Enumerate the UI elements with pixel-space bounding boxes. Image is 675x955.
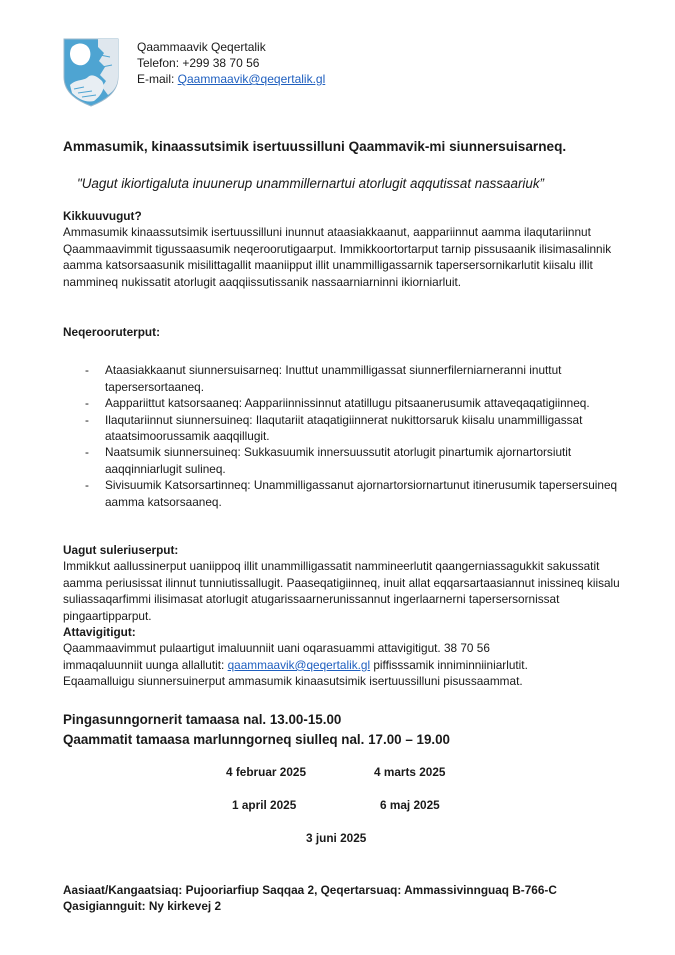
org-name: Qaammaavik Qeqertalik	[137, 40, 266, 54]
list-item: - Sivisuumik Katsorsartinneq: Unammilligassanut ajornartorsiornartunut itinerusumik tapersersuineq aamma katsorsaaneq.	[85, 478, 618, 509]
list-item: - Aappariittut katsorsaaneq: Aappariinnissinnut atatillugu pitsaanerusumik attaveqaqatigiinneq.	[85, 396, 590, 411]
list-item: - Ilaqutariinnut siunnersuineq: Ilaqutariit ataqatigiinnerat nukittorsaruk kiisalu unammilligassat ataatsimoorussamik aaqqillugit.	[85, 412, 583, 444]
date-item: 3 juni 2025	[306, 831, 367, 845]
address-line-2: Qasigiannguit: Ny kirkevej 2	[63, 899, 222, 914]
page-title: Ammasumik, kinaassutsimik isertuussilluni Qaammavik-mi siunnersuisarneq.	[63, 139, 567, 154]
list-item: - Naatsumik siunnersuineq: Sukkasuumik innersuussutit atorlugit pinartumik ajornartorsiutit aaqqinniarlugit sulineq.	[85, 445, 572, 476]
coat-of-arms-shield-icon	[62, 37, 120, 107]
contact-line-1: Qaammaavimmut pulaartigut imaluunniit uani oqarasuammi attavigitigut. 38 70 56	[63, 641, 490, 656]
hours-line-1: Pingasunngornerit tamaasa nal. 13.00-15.00	[63, 712, 342, 727]
contact-section	[63, 624, 623, 690]
address-line-1: Aasiaat/Kangaatsiaq: Pujooriarfiup Saqqaa 2, Qeqertarsuaq: Ammassivinnguaq B-766-C	[63, 883, 557, 897]
date-item: 4 februar 2025	[226, 765, 307, 779]
who-text: Ammasumik kinaassutsimik isertuussilluni inunnut ataasiakkaanut, aappariinnut aamma ilaqutariinnut Qaammaavimmit tigussaasumik neqeroorutigaarput. Immikkoortortarput tarnip pissusaanik ilisimasalinnik aamma katsorsaasunik misilittagallit maaniipput illit unammilligassarnik tapersersornikarlutit kiisalu illit nammineq nukissatit atorlugit aaqqiissutissanik nassaarniarninni ikiorniarluit.	[63, 225, 612, 289]
date-item: 1 april 2025	[232, 798, 297, 812]
who-section	[63, 208, 623, 290]
date-item: 4 marts 2025	[374, 765, 446, 779]
principles-section	[63, 542, 623, 624]
principles-heading: Uagut suleriuserput:	[63, 543, 179, 557]
contact-header	[137, 39, 325, 87]
phone-line: Telefon: +299 38 70 56	[137, 56, 260, 70]
offers-section	[63, 324, 623, 510]
contact-line-3: Eqaamalluigu siunnersuinerput ammasumik kinaasutsimik isertuussilluni pisussaammat.	[63, 674, 523, 689]
list-item: - Ataasiakkaanut siunnersuisarneq: Inuttut unammilligassat siunnerfilerniarneranni inuttut tapersersortaaneq.	[85, 363, 562, 394]
date-item: 6 maj 2025	[380, 798, 440, 812]
email-label: E-mail:	[137, 72, 178, 86]
principles-text: Immikkut aallussinerput uaniippoq illit unammilligassatit nammineerlutit qaangerniassagukkit sakussatit aamma periusissat ilinnut tunniutissallugit. Paaseqatigiinneq, inuit allat eqqarsartaasiannut inissineq kiisalu suliassaqarfimmi ilisimasat atorlugit atugarissaarnerunissannut ingerlaarnerni tapersersornissat pingaartipparput.	[63, 559, 620, 623]
header-email-link[interactable]: Qaammaavik@qeqertalik.gl	[177, 72, 326, 86]
hours-line-2: Qaammatit tamaasa marlunngorneq siulleq nal. 17.00 – 19.00	[63, 732, 451, 747]
contact-heading: Attavigitigut:	[63, 625, 136, 639]
slogan: "Uagut ikiortigaluta inuunerup unammillernartui atorlugit aqqutissat nassaariuk”	[77, 176, 544, 191]
offers-list	[63, 362, 623, 510]
addresses	[63, 882, 557, 915]
opening-hours	[63, 710, 450, 750]
offers-heading: Neqerooruterput:	[63, 325, 160, 339]
email-line	[137, 71, 325, 87]
contact-line-2: immaqaluunniit uunga allallutit: qaammaavik@qeqertalik.gl piffisssamik inniminniiniarlutit.	[63, 657, 528, 672]
contact-email-link[interactable]: qaammaavik@qeqertalik.gl	[227, 657, 371, 672]
who-heading: Kikkuuvugut?	[63, 209, 142, 223]
